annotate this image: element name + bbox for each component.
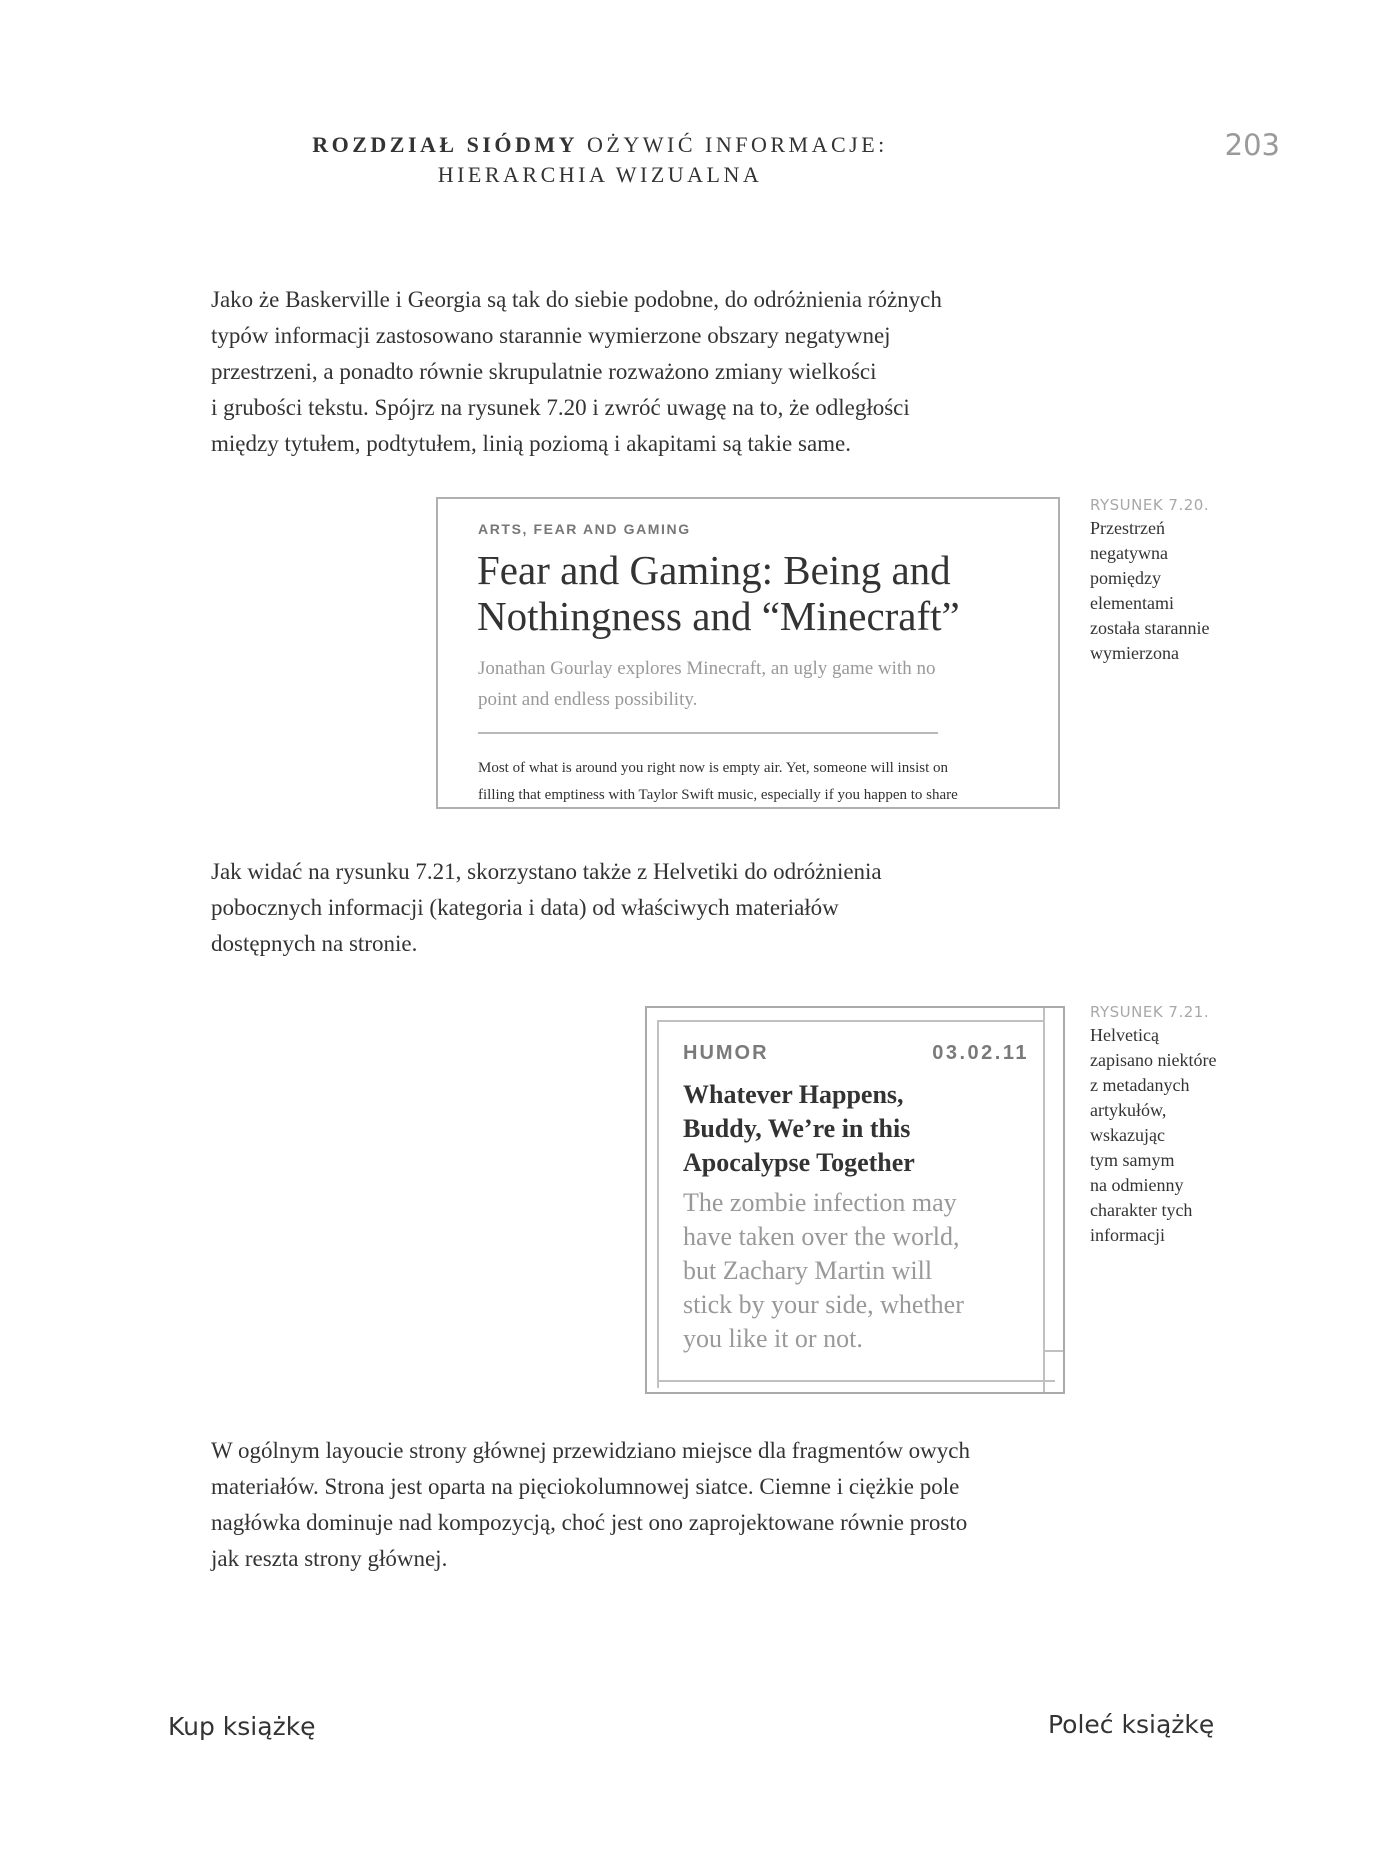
- caption-line: charakter tych: [1090, 1200, 1193, 1220]
- frame-line: [657, 1020, 659, 1388]
- paragraph-3: [211, 1433, 1091, 1577]
- article-subtitle-line: point and endless possibility.: [478, 689, 698, 710]
- article-category: ARTS, FEAR AND GAMING: [478, 521, 691, 537]
- caption-line: na odmienny: [1090, 1175, 1184, 1195]
- caption-line: Helveticą: [1090, 1025, 1159, 1045]
- caption-line: Przestrzeń: [1090, 518, 1165, 538]
- figure-7-21-caption: [1090, 1001, 1240, 1248]
- paragraph-line: jak reszta strony głównej.: [211, 1546, 448, 1571]
- article-title-line: Whatever Happens,: [683, 1080, 904, 1109]
- article-subtitle-line: Jonathan Gourlay explores Minecraft, an ugly game with no: [478, 658, 936, 679]
- article-subtitle-line: The zombie infection may: [683, 1188, 957, 1217]
- caption-line: wskazując: [1090, 1125, 1165, 1145]
- article-body: [478, 755, 1060, 809]
- caption-line: informacji: [1090, 1225, 1165, 1245]
- article-body-line: Most of what is around you right now is empty air. Yet, someone will insist on: [478, 760, 948, 776]
- article-subtitle: [683, 1186, 1043, 1356]
- article-category: HUMOR: [683, 1042, 769, 1064]
- paragraph-line: przestrzeni, a ponadto równie skrupulatnie rozważono zmiany wielkości: [211, 359, 877, 384]
- paragraph-2: [211, 854, 1091, 962]
- chapter-title: OŻYWIĆ INFORMACJE:: [578, 132, 888, 157]
- article-title: [683, 1078, 1043, 1180]
- paragraph-line: między tytułem, podtytułem, linią poziomą i akapitami są takie same.: [211, 431, 852, 456]
- article-title-line: Nothingness and “Minecraft”: [477, 593, 960, 639]
- paragraph-line: i grubości tekstu. Spójrz na rysunek 7.20 i zwróć uwagę na to, że odległości: [211, 395, 910, 420]
- article-title-line: Buddy, We’re in this: [683, 1114, 911, 1143]
- article-title: [477, 547, 1047, 639]
- caption-line: artykułów,: [1090, 1100, 1167, 1120]
- paragraph-line: typów informacji zastosowano starannie wymierzone obszary negatywnej: [211, 323, 891, 348]
- article-subtitle-line: you like it or not.: [683, 1324, 863, 1353]
- recommend-book-link[interactable]: Poleć książkę: [1048, 1710, 1215, 1739]
- caption-line: została starannie: [1090, 618, 1210, 638]
- paragraph-line: materiałów. Strona jest oparta na pięciokolumnowej siatce. Ciemne i ciężkie pole: [211, 1474, 960, 1499]
- frame-line: [1043, 1008, 1045, 1394]
- paragraph-line: pobocznych informacji (kategoria i data) od właściwych materiałów: [211, 895, 839, 920]
- frame-line: [1043, 1350, 1063, 1352]
- article-subtitle-line: stick by your side, whether: [683, 1290, 964, 1319]
- paragraph-line: dostępnych na stronie.: [211, 931, 418, 956]
- chapter-title-line1: [250, 130, 950, 160]
- figure-7-20: [436, 497, 1060, 809]
- caption-line: z metadanych: [1090, 1075, 1190, 1095]
- frame-line: [657, 1020, 1043, 1022]
- buy-book-link[interactable]: Kup książkę: [168, 1712, 316, 1741]
- article-subtitle-line: but Zachary Martin will: [683, 1256, 933, 1285]
- paragraph-line: W ogólnym layoucie strony głównej przewidziano miejsce dla fragmentów owych: [211, 1438, 970, 1463]
- paragraph-line: nagłówka dominuje nad kompozycją, choć jest ono zaprojektowane równie prosto: [211, 1510, 968, 1535]
- article-subtitle: [478, 653, 1048, 715]
- caption-line: tym samym: [1090, 1150, 1175, 1170]
- article-subtitle-line: have taken over the world,: [683, 1222, 960, 1251]
- chapter-title-line2: HIERARCHIA WIZUALNA: [437, 162, 763, 187]
- article-title-line: Apocalypse Together: [683, 1148, 915, 1177]
- article-body-line: filling that emptiness with Taylor Swift music, especially if you happen to share: [478, 787, 958, 803]
- page-number: 203: [1224, 128, 1280, 162]
- caption-line: pomiędzy: [1090, 568, 1161, 588]
- running-header: [250, 130, 950, 190]
- caption-label: RYSUNEK 7.21.: [1090, 1003, 1210, 1021]
- caption-line: wymierzona: [1090, 643, 1179, 663]
- caption-line: zapisano niektóre: [1090, 1050, 1217, 1070]
- chapter-number: ROZDZIAŁ SIÓDMY: [312, 132, 579, 157]
- figure-7-21: [645, 1006, 1065, 1394]
- article-title-line: Fear and Gaming: Being and: [477, 547, 951, 593]
- caption-line: negatywna: [1090, 543, 1168, 563]
- paragraph-1: [211, 282, 1091, 462]
- horizontal-rule: [478, 732, 938, 734]
- frame-line: [657, 1380, 1055, 1382]
- caption-line: elementami: [1090, 593, 1174, 613]
- figure-7-20-caption: [1090, 494, 1240, 666]
- paragraph-line: Jak widać na rysunku 7.21, skorzystano także z Helvetiki do odróżnienia: [211, 859, 882, 884]
- caption-label: RYSUNEK 7.20.: [1090, 496, 1210, 514]
- paragraph-line: Jako że Baskerville i Georgia są tak do siebie podobne, do odróżnienia różnych: [211, 287, 942, 312]
- article-date: 03.02.11: [932, 1042, 1029, 1064]
